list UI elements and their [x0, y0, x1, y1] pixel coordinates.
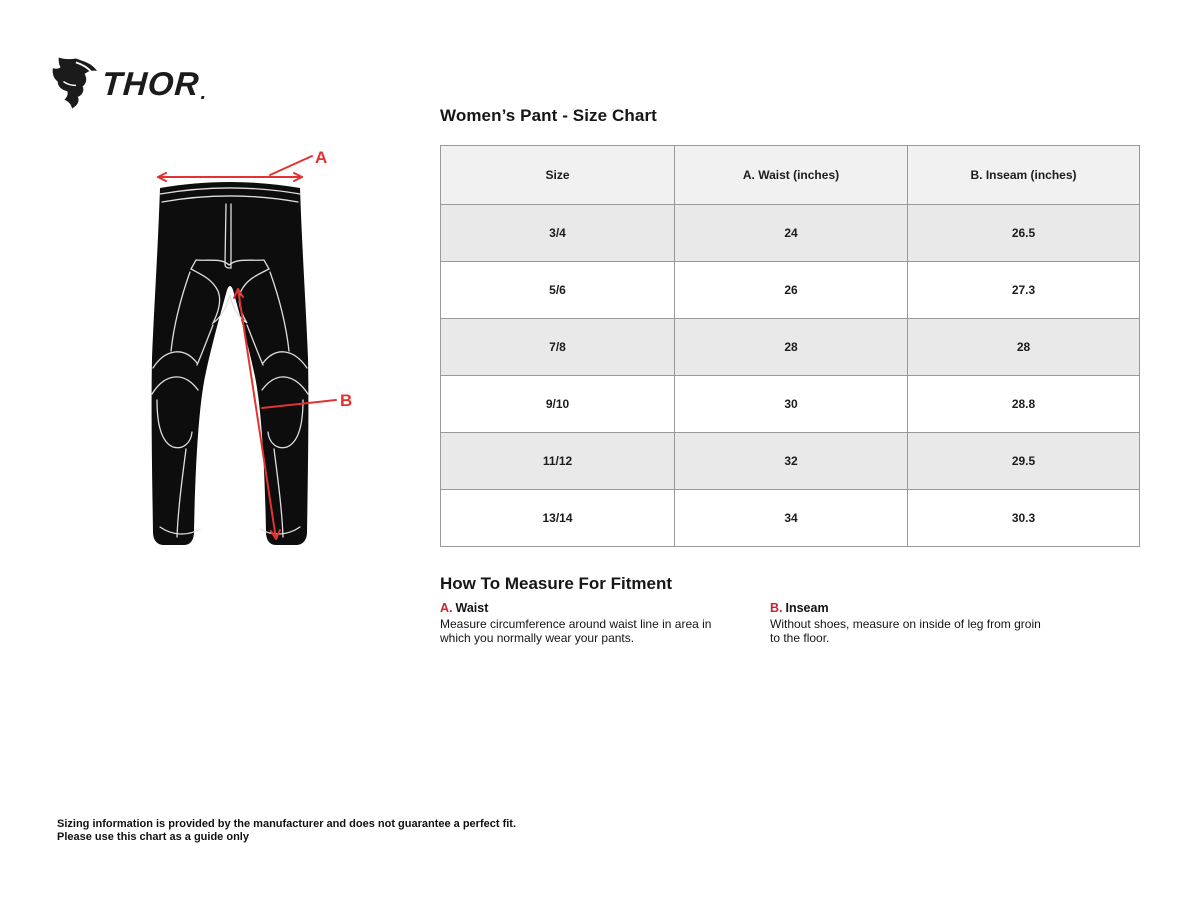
waist-cell: 34 — [675, 490, 908, 547]
inseam-label-b: B — [340, 391, 353, 410]
size-cell: 3/4 — [441, 205, 675, 262]
size-cell: 5/6 — [441, 262, 675, 319]
table-row — [441, 205, 1140, 262]
thor-wordmark: THOR — [100, 64, 201, 102]
disclaimer-line-1: Sizing information is provided by the manufacturer and does not guarantee a perfect fit. — [57, 818, 517, 830]
measure-name-inseam: Inseam — [785, 601, 829, 615]
page-title: Women’s Pant - Size Chart — [440, 106, 657, 125]
col-header-size: Size — [441, 146, 675, 205]
waist-cell: 24 — [675, 205, 908, 262]
measure-item-title — [770, 601, 1042, 615]
measure-item-title — [440, 601, 732, 615]
table-row — [441, 433, 1140, 490]
measure-item-waist — [440, 601, 732, 645]
pants-measurement-diagram — [130, 148, 360, 570]
size-cell: 13/14 — [441, 490, 675, 547]
measure-letter-b: B. — [770, 601, 783, 615]
waist-cell: 30 — [675, 376, 908, 433]
table-row — [441, 262, 1140, 319]
size-cell: 7/8 — [441, 319, 675, 376]
waist-cell: 28 — [675, 319, 908, 376]
measure-heading: How To Measure For Fitment — [440, 574, 673, 593]
waist-label-a: A — [315, 148, 328, 167]
measure-description-waist: Measure circumference around waist line in area in which you normally wear your pants. — [440, 617, 712, 645]
size-cell: 11/12 — [441, 433, 675, 490]
size-chart-table — [440, 145, 1140, 547]
table-header-row — [441, 146, 1140, 205]
measure-description-inseam: Without shoes, measure on inside of leg from groin to the floor. — [770, 617, 1041, 645]
pants-illustration — [130, 148, 360, 570]
table-row — [441, 376, 1140, 433]
waist-arrow — [158, 156, 312, 181]
size-cell: 9/10 — [441, 376, 675, 433]
table-row — [441, 319, 1140, 376]
col-header-inseam: B. Inseam (inches) — [908, 146, 1140, 205]
disclaimer-line-2: Please use this chart as a guide only — [57, 830, 249, 843]
thor-logo — [50, 55, 206, 111]
inseam-cell: 28.8 — [908, 376, 1140, 433]
col-header-waist: A. Waist (inches) — [675, 146, 908, 205]
waist-cell: 32 — [675, 433, 908, 490]
inseam-cell: 30.3 — [908, 490, 1140, 547]
inseam-cell: 27.3 — [908, 262, 1140, 319]
thor-logo-dot: . — [200, 82, 207, 104]
measure-item-inseam — [770, 601, 1042, 645]
inseam-cell: 29.5 — [908, 433, 1140, 490]
inseam-cell: 28 — [908, 319, 1140, 376]
measure-letter-a: A. — [440, 601, 453, 615]
table-row — [441, 490, 1140, 547]
waist-cell: 26 — [675, 262, 908, 319]
disclaimer — [57, 818, 516, 843]
thor-goat-icon — [50, 56, 98, 110]
measure-name-waist: Waist — [455, 601, 489, 615]
inseam-cell: 26.5 — [908, 205, 1140, 262]
